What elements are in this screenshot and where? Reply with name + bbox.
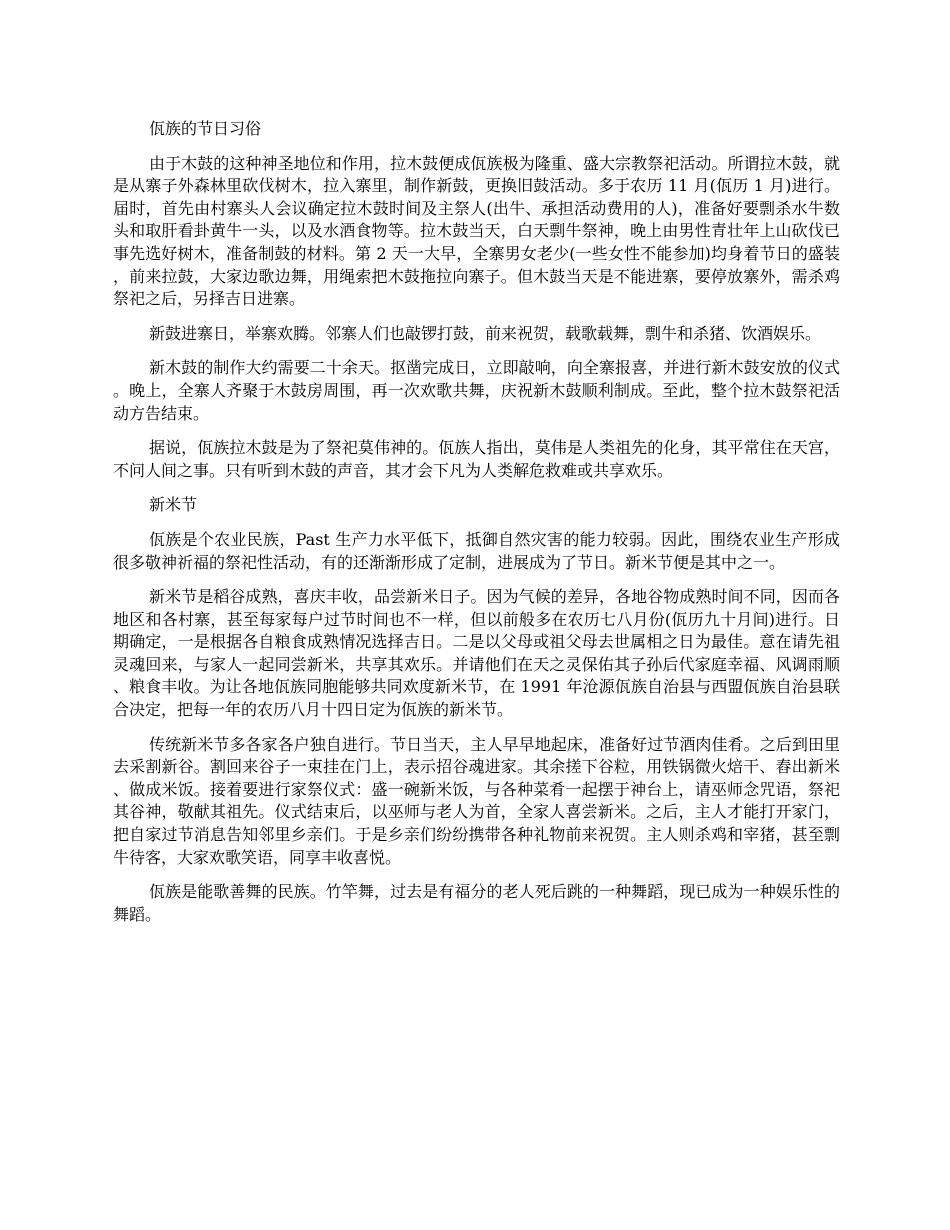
paragraph: 新木鼓的制作大约需要二十余天。抠凿完成日，立即敲响，向全寨报喜，并进行新木鼓安放的仪式。晚上，全寨人齐聚于木鼓房周围，再一次欢歌共舞，庆祝新木鼓顺利制成。至此，整个拉木鼓祭祀活动方告结束。: [113, 358, 840, 423]
paragraph: 佤族是能歌善舞的民族。竹竿舞，过去是有福分的老人死后跳的一种舞蹈，现已成为一种娱乐性的舞蹈。: [113, 882, 840, 924]
paragraph: 由于木鼓的这种神圣地位和作用，拉木鼓便成佤族极为隆重、盛大宗教祭祀活动。所谓拉木鼓，就是从寨子外森林里砍伐树木，拉入寨里，制作新鼓，更换旧鼓活动。多于农历 11 月(佤历 1 月)进行。届时，首先由村寨头人会议确定拉木鼓时间及主祭人(出牛、承担活动费用的人)，准备好要剽杀水牛数头和取肝看卦黄牛一头，以及水酒食物等。拉木鼓当天，白天剽牛祭神，晚上由男性青壮年上山砍伐已事先选好树木，准备制鼓的材料。第 2 天一大早，全寨男女老少(一些女性不能参加)均身着节日的盛装，前来拉鼓，大家边歌边舞，用绳索把木鼓拖拉向寨子。但木鼓当天是不能进寨，要停放寨外，需杀鸡祭祀之后，另择吉日进寨。: [113, 153, 840, 309]
paragraph: 佤族是个农业民族，Past 生产力水平低下，抵御自然灾害的能力较弱。因此，围绕农业生产形成很多敬神祈福的祭祀性活动，有的还渐渐形成了定制，进展成为了节日。新米节便是其中之一。: [113, 529, 840, 572]
paragraph: 新米节是稻谷成熟，喜庆丰收，品尝新米日子。因为气候的差异，各地谷物成熟时间不同，因而各地区和各村寨，甚至每家每户过节时间也不一样，但以前般多在农历七八月份(佤历九十月间)进行。日期确定，一是根据各自粮食成熟情况选择吉日。二是以父母或祖父母去世属相之日为最佳。意在请先祖灵魂回来，与家人一起同尝新米，共享其欢乐。并请他们在天之灵保佑其子孙后代家庭幸福、风调雨顺、粮食丰收。为让各地佤族同胞能够共同欢度新米节，在 1991 年沧源佤族自治县与西盟佤族自治县联合决定，把每一年的农历八月十四日定为佤族的新米节。: [113, 587, 840, 720]
section-heading: 新米节: [149, 495, 198, 515]
document-body: [113, 118, 840, 938]
paragraph: 传统新米节多各家各户独自进行。节日当天，主人早早地起床，准备好过节酒肉佳肴。之后到田里去采割新谷。割回来谷子一束挂在门上，表示招谷魂进家。其余搓下谷粒，用铁锅微火焙干、舂出新米、做成米饭。接着要进行家祭仪式：盛一碗新米饭，与各种菜肴一起摆于神台上，请巫师念咒语，祭祀其谷神，敬献其祖先。仪式结束后，以巫师与老人为首，全家人喜尝新米。之后，主人才能打开家门，把自家过节消息告知邻里乡亲们。于是乡亲们纷纷携带各种礼物前来祝贺。主人则杀鸡和宰猪，甚至剽牛待客，大家欢歌笑语，同享丰收喜悦。: [113, 734, 840, 867]
paragraph: 新鼓进寨日，举寨欢腾。邻寨人们也敲锣打鼓，前来祝贺，载歌载舞，剽牛和杀猪、饮酒娱乐。: [149, 323, 822, 343]
section-heading: 佤族的节日习俗: [149, 119, 262, 138]
paragraph: 据说，佤族拉木鼓是为了祭祀莫伟神的。佤族人指出，莫伟是人类祖先的化身，其平常住在天宫，不问人间之事。只有听到木鼓的声音，其才会下凡为人类解危救难或共享欢乐。: [113, 438, 840, 480]
